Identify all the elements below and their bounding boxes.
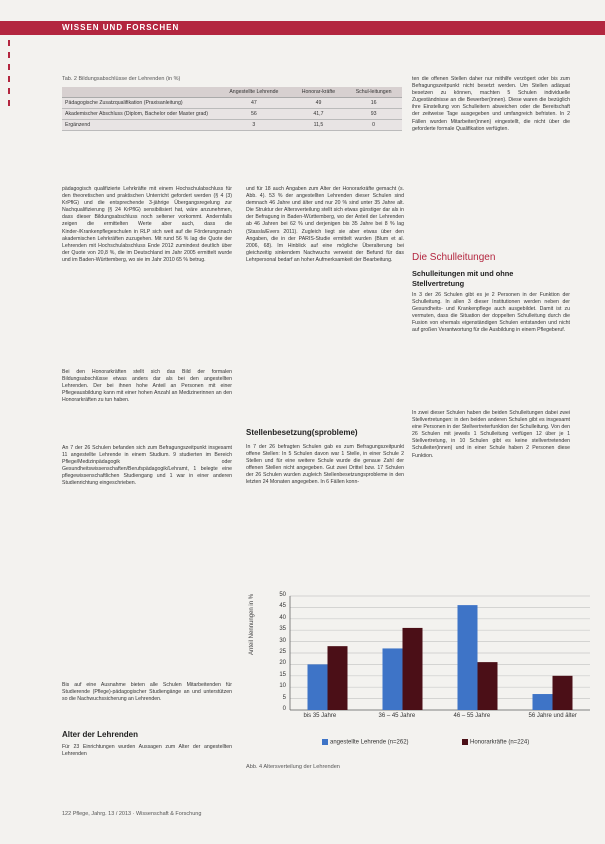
body-text-col3-a: ten die offenen Stellen daher nur mithilfe verzögert oder bis zum Befragungszeitpunkt nicht besetzt werden. Um Stellen adäquat besetzen zu können, machten 5 Schulen individuelle Zugeständnisse an die Bewerber(innen). Diese waren die bezüglich ihre Einstellung von Schulleitern abweichen oder die Bereitschaft der zeitweise Tage ausgegeben und umfangreich befristen. In 2 Fällen wurden Mitarbeiter(innen) eingestellt, die nicht über die geforderte formale Qualifikation verfügten. (412, 76, 570, 132)
heading-staffing: Stellenbesetzung(sprobleme) (246, 428, 358, 437)
table-cell: Pädagogische Zusatzqualifikation (Praxisanleitung) (62, 98, 216, 109)
chart-bar (553, 676, 573, 710)
body-text-col1-a: pädagogisch qualifizierte Lehrkräfte mit einem Hochschulabschluss für den theoretischen und praktischen Unterricht gefordert werden (§ 4 (3) KrPflG) und die entsprechende 3-jährige Übergangsregelung zur Nachqualifizierung (§ 24 KrPflG) sensibilisiert hat, wäre anzunehmen, dass dieser Bildungsabschluss noch seltener vorkommt. Andernfalls zeigen die ermittelten Werte aber auch, dass die Kinder-/Krankenpflegeschulen in RLP sich weit auf die Förderungsnach akademischen Lehrkräften zuzugehen. Mit rund 56 % lag die Quote der Lehrenden mit Hochschulabschluss Ende 2012 zumindest deutlich über der Quote von 20,8 %, die im Deutschland im Jahr 2005 ermittelt wurde und im Baden-Württemberg, wo sie im Jahr 2010 65 % betrug. (62, 186, 232, 263)
chart-y-tick-label: 30 (279, 637, 286, 644)
body-text-col3-c: In zwei dieser Schulen haben die beiden Schulleitungen dabei zwei Stellvertretungen: in den beiden anderen Schulen gibt es insgesamt eine Personen in der Stellvertreterfunktion der Schulleitung. Von den 26 Schulen mit jeweils 1 Schulleitung verfügen 12 über je 1 Stellvertretung, in 10 Schulen gibt es keine stellvertretenden Schulleiter(innen) und in einer Schule haben 2 Personen diese Funktion. (412, 410, 570, 459)
table-header: Schul-leitungen (345, 87, 402, 98)
legend-item-freelance (462, 739, 529, 746)
table-cell: 3 (216, 120, 292, 131)
chart-y-tick-label: 35 (279, 626, 286, 633)
chart-bar (533, 694, 553, 710)
legend-item-employed (322, 739, 409, 746)
page-footer: 122 Pflege, Jahrg. 13 / 2013 · Wissenschaft & Forschung (62, 811, 202, 817)
table-cell: Akademischer Abschluss (Diplom, Bachelor oder Master grad) (62, 109, 216, 120)
subheading-deputy: Schulleitungen mit und ohne Stellvertretung (412, 269, 514, 288)
heading-age: Alter der Lehrenden (62, 730, 139, 739)
chart-x-tick-label: bis 35 Jahre (303, 713, 337, 719)
chart-y-tick-label: 5 (282, 694, 286, 701)
body-text-col1-e: Für 23 Einrichtungen wurden Aussagen zum Alter der angestellten Lehrenden (62, 744, 232, 758)
chart-bar (328, 646, 348, 710)
chart-y-tick-label: 0 (282, 706, 286, 712)
chart-y-tick-label: 45 (279, 603, 286, 610)
legend-label: Honorarkräfte (n=224) (470, 739, 530, 746)
body-text-col1-d: Bis auf eine Ausnahme bieten alle Schulen Mitarbeitenden für Studierende (Pflege)-pädagogischer Studiengänge an und unterstützen so die Nachwuchssicherung an Lehrenden. (62, 682, 232, 703)
chart-x-tick-label: 46 – 55 Jahre (453, 713, 491, 719)
chart-y-tick-label: 25 (279, 649, 286, 655)
chart-y-tick-label: 10 (279, 683, 286, 690)
legend-label: angestellte Lehrende (n=262) (330, 739, 409, 746)
chart-bar (478, 662, 498, 710)
body-text-col2-a: und für 18 auch Angaben zum Alter der Honorarkräfte gemacht (s. Abb. 4). 53 % der angestellten Lehrenden dieser Schulen sind demnach 46 Jahre und älter und nur 20 % sind unter 35 Jahre alt. Die Struktur der Altersverteilung stellt sich etwas günstiger dar als in der Befragung in Baden-Württemberg, wo der Anteil der Lehrenden ab 46 Jahren bei 62 % und derjenigen bis 35 Jahre bei 8 % lag (Stassla/Evers 2011). Zugleich liegt sie aber etwas über den Angaben, die in der PARIS-Studie ermittelt wurden (Blum et al. 2006, 68). Im Hinblick auf eine mögliche Überalterung bei gleichzeitig sinkendem Nachwuchs verweist der Befund für das Lehrpersonal bedarf an hoher Aufmerksamkeit der Bearbeitung. (246, 186, 404, 263)
table-cell: 11,5 (292, 120, 345, 131)
heading-school-leadership: Die Schulleitungen (412, 252, 496, 263)
chart-x-tick-label: 36 – 45 Jahre (378, 713, 416, 719)
table-cell: 16 (345, 98, 402, 109)
table-cell: 93 (345, 109, 402, 120)
table-cell: 56 (216, 109, 292, 120)
chart-x-tick-label: 56 Jahre und älter (528, 713, 577, 719)
legend-swatch-freelance (462, 739, 468, 745)
table-header: Honorar-kräfte (292, 87, 345, 98)
body-text-col2-b: In 7 der 26 befragten Schulen gab es zum Befragungszeitpunkt offene Stellen: In 5 Schulen davon war 1 Stelle, in einer Schule 2 Stellen und für eine weitere Schule wurde die genaue Zahl der offenen Stellen nicht angegeben. Gut zwei Drittel bzw. 17 Schulen der 26 Schulen wurden zugleich Stellenbesetzungsprobleme in den letzten 24 Monaten angegeben. In 6 Fällen konn- (246, 444, 404, 486)
chart-bar (383, 648, 403, 710)
table-header: Angestellte Lehrende (216, 87, 292, 98)
chart-y-tick-label: 20 (279, 660, 286, 667)
chart-bar (458, 605, 478, 710)
body-text-col1-b: Bei den Honorarkräften stellt sich das Bild der formalen Bildungsabschlüsse etwas anders dar als bei den angestellten Lehrenden. Der bei ihnen hohe Anteil an Personen mit einer Pflegeausbildung kann mit einer hohen Anzahl an Medizinerinnen an den Honorarkräften zu tun haben. (62, 369, 232, 404)
legend-swatch-employed (322, 739, 328, 745)
section-title: WISSEN UND FORSCHEN (62, 23, 180, 32)
chart-bar (403, 628, 423, 710)
chart-bar (308, 664, 328, 710)
chart-y-tick-label: 50 (279, 592, 286, 598)
table-cell: 0 (345, 120, 402, 131)
table-cell: Ergänzend (62, 120, 216, 131)
chart-y-axis-label: Anteil Nennungen in % (249, 593, 255, 655)
body-text-col1-c: An 7 der 26 Schulen befanden sich zum Befragungszeitpunkt insgesamt 11 angestellte Lehrende in einem Studium. 9 studierten im Bereich Pflege/Medizinpädagogik oder Gesundheitswissenschaften/Berufspädagogik/Lehramt, 1 belegte eine pflegewissenschaftlichen Studiengang und 1 war in einer anderen Studienrichtung eingeschrieben. (62, 445, 232, 487)
table-cell: 47 (216, 98, 292, 109)
figure-caption: Abb. 4 Altersverteilung der Lehrenden (246, 764, 340, 770)
chart-y-tick-label: 15 (279, 671, 286, 678)
body-text-col3-b: In 3 der 26 Schulen gibt es je 2 Personen in der Funktion der Schulleitung. In allen 3 dieser Institutionen werden neben der Gesundheits- und Krankenpflege auch ausgebildet. Damit ist zu vermuten, dass die Situation der doppelten Schulleitung durch die Fusion von ehemals eigenständigen Schulen entstanden und nicht auf großen Verantwortung für die Ausbildung in einem Pflegeberuf. (412, 292, 570, 334)
table-caption: Tab. 2 Bildungsabschlüsse der Lehrenden (in %) (62, 76, 181, 82)
table-cell: 49 (292, 98, 345, 109)
table-cell: 41,7 (292, 109, 345, 120)
chart-y-tick-label: 40 (279, 614, 286, 621)
